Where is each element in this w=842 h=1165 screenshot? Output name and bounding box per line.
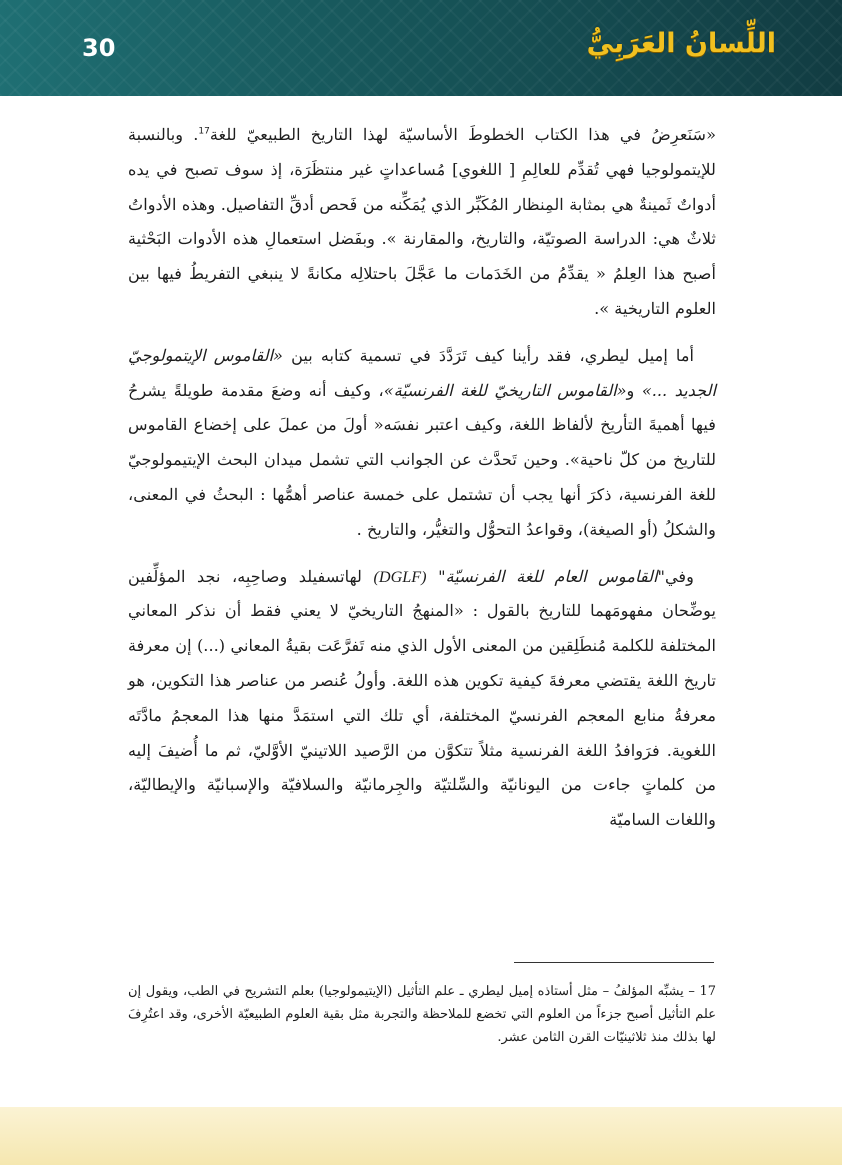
paragraph-1-lead: «سَنَعرِضُ في هذا الكتاب الخطوطَ الأساسيّة لهذا التاريخ الطبيعيّ للغة (209, 125, 716, 144)
paragraph-3-part-b: لهاتسفيلد وصاحِبِه، نجد المؤلِّفين يوضِّحان مفهومَهما للتاريخ بالقول : «المنهجُ التاريخيّ لا يعني فقط أن نذكر المعاني المختلفة للكلمة مُنطَلِقين من المعنى الأول الذي منه تَفرَّعَت بقيةُ المعاني (...) إن معرفة تاريخ اللغة يقتضي معرفةَ كيفية تكوين هذه اللغة. وأولُ عُنصر من عناصر هذا التكوين، هو معرفةُ منابع المعجم الفرنسيّ المختلفة، أي تلك التي استمَدَّ منها هذا المعجمُ مادَّتَه اللغوية. فرَوافدُ اللغة الفرنسية مثلاً تتكوَّن من الرَّصيد اللاتينيّ الأوَّليّ، ثم ما أُضيفَ إليه من كلماتٍ جاءت من اليونانيّة والسِّلتيّة والجِرمانيّة والسلافيّة والإسبانيّة والإيطاليّة، واللغات الساميّة (128, 566, 716, 830)
main-text (128, 118, 716, 850)
paragraph-2-part-b: و (626, 380, 635, 400)
paragraph-2-part-c: ، وكيف أنه وضعَ مقدمة طويلةً يشرحُ فيها أهميةَ التأريخ لألفاظ اللغة، وكيف اعتبر نفسَه« أولَ من عملَ على إخضاع القاموس للتاريخ من كلّ ناحية». وحين تَحدَّث عن الجوانب التي تشمل ميدان البحث الإيتيمولوجيّ للغة الفرنسية، ذكرَ أنها يجب أن تشتمل على خمسة عناصر أهمُّها : البحثُ في المعنى، والشكلُ (أو الصيغة)، وقواعدُ التحوُّل والتغيُّر، والتاريخ . (128, 380, 716, 539)
header-band (0, 0, 842, 96)
paragraph-2 (128, 339, 716, 548)
paragraph-1-rest: . وبالنسبة للإيتمولوجيا فهي تُقدِّم للعالِمِ [ اللغوي] مُساعداتٍ غير منتظَرَة، إذ سوف تصبح في يده أدواتٌ ثَمينةٌ هي بمثابة المِنظار المُكَبِّر الذي يُمَكِّنه من فَحص أدقِّ التفاصيل. وهذه الأدواتُ ثلاثٌ هي: الدراسة الصوتيّة، والتاريخ، والمقارنة ». وبفَضل استعمالِ هذه الأدوات البَحْثية أصبح هذا العِلمُ « يقدِّمُ من الخَدَمات ما عَجَّلَ باحتلالِه مكانةً لا ينبغي التفريطُ فيها بين العلوم التاريخية ». (128, 125, 717, 318)
footnote-divider (514, 962, 714, 963)
book-title-general-dictionary: "القاموس العام للغة الفرنسيّة" (438, 566, 665, 586)
paragraph-3 (128, 560, 716, 838)
paragraph-2-part-a: أما إميل ليطري، فقد رأينا كيف تَرَدَّدَ في تسمية كتابه بين (291, 345, 694, 365)
paragraph-1 (128, 118, 716, 327)
footnote-reference[interactable]: 17 (198, 126, 210, 137)
footer-band (0, 1107, 842, 1165)
brand-logo: اللِّسانُ العَرَبِيُّ (586, 28, 776, 59)
dglf-abbreviation: (DGLF) (373, 567, 427, 586)
book-title-historical: «القاموس التاريخيّ للغة الفرنسيّة» (383, 380, 627, 400)
paragraph-3-part-a: وفي (664, 566, 694, 586)
page-number: 30 (82, 34, 116, 62)
book-title-etymological: «القاموس الإيتمولوجيّ الجديد ...» (128, 345, 716, 400)
footnote-17: 17 – يشبِّه المؤلفُ – مثل أستاذه إميل ليطري ـ علم التأثيل (الإيتيمولوجيا) بعلم التشريح في الطب، ويقول إن علم التأثيل أصبح جزءاً من العلوم التي تخضع للملاحظة والتجربة مثل بقية العلوم الطبيعيّة الأخرى، وقد اعتُرِفَ لها بذلك منذ ثلاثينيّات القرن الثامن عشر. (128, 984, 716, 1045)
